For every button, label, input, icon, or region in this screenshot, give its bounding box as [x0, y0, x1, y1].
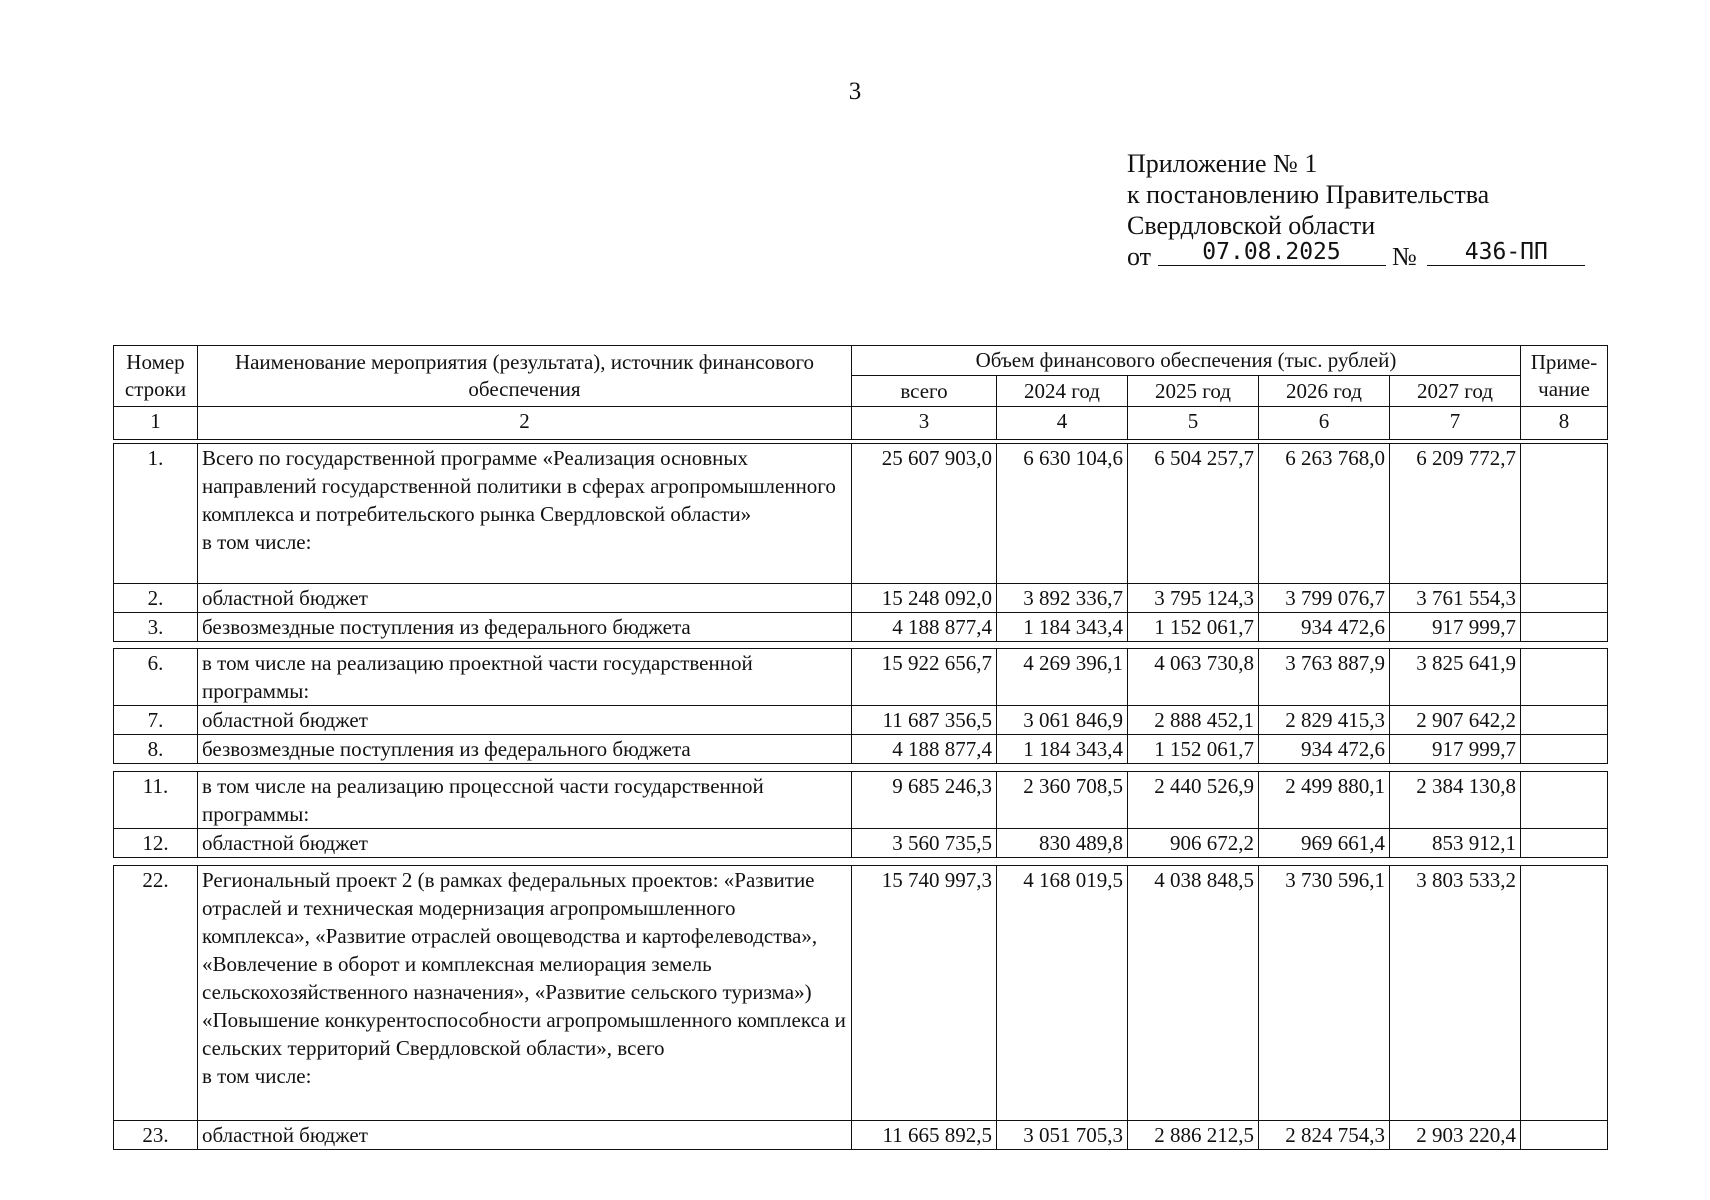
header-note: Приме-чание: [1521, 346, 1608, 407]
row-y2027-cell: 2 384 130,8: [1390, 772, 1521, 829]
row-y2025-cell: 2 886 212,5: [1128, 1121, 1259, 1150]
table-row: [114, 584, 1608, 613]
row-note-cell: [1521, 1121, 1608, 1150]
row-note-cell: [1521, 772, 1608, 829]
row-number-cell: 8.: [114, 735, 198, 764]
row-number-cell: 1.: [114, 444, 198, 584]
column-number: 1: [114, 407, 198, 440]
row-name-text: безвозмездные поступления из федерального бюджета: [202, 615, 691, 639]
row-name-cell: [198, 829, 852, 858]
appendix-line-2: к постановлению Правительства: [1127, 180, 1490, 209]
row-number-cell: 22.: [114, 866, 198, 1121]
row-total-cell: 15 248 092,0: [852, 584, 997, 613]
row-y2026-cell: 2 499 880,1: [1259, 772, 1390, 829]
number-prefix: №: [1392, 242, 1417, 271]
row-y2027-cell: 917 999,7: [1390, 735, 1521, 764]
row-y2024-cell: 4 168 019,5: [997, 866, 1128, 1121]
row-y2026-cell: 3 763 887,9: [1259, 649, 1390, 706]
row-name-text: в том числе на реализацию процессной части государственной программы:: [202, 774, 764, 826]
header-total: всего: [852, 376, 997, 407]
table-row: [114, 866, 1608, 1121]
row-total-cell: 3 560 735,5: [852, 829, 997, 858]
row-sub-text: в том числе:: [202, 530, 312, 554]
table-row: [114, 649, 1608, 706]
column-number: 7: [1390, 407, 1521, 440]
row-y2024-cell: 2 360 708,5: [997, 772, 1128, 829]
row-y2025-cell: 1 152 061,7: [1128, 735, 1259, 764]
row-y2024-cell: 1 184 343,4: [997, 613, 1128, 642]
row-y2026-cell: 934 472,6: [1259, 735, 1390, 764]
row-total-cell: 4 188 877,4: [852, 735, 997, 764]
row-note-cell: [1521, 735, 1608, 764]
row-name-text: в том числе на реализацию проектной части государственной программы:: [202, 651, 753, 703]
row-sub-text: в том числе:: [202, 1064, 312, 1088]
appendix-date-line: [1127, 241, 1585, 272]
row-y2027-cell: 3 761 554,3: [1390, 584, 1521, 613]
header-year-2025: 2025 год: [1128, 376, 1259, 407]
row-name-text: областной бюджет: [202, 1123, 368, 1147]
row-y2024-cell: 830 489,8: [997, 829, 1128, 858]
table-row: [114, 772, 1608, 829]
row-note-cell: [1521, 444, 1608, 584]
row-y2025-cell: 3 795 124,3: [1128, 584, 1259, 613]
table-row: [114, 829, 1608, 858]
row-y2027-cell: 917 999,7: [1390, 613, 1521, 642]
column-number: 2: [198, 407, 852, 440]
header-row-number: Номер строки: [114, 346, 198, 407]
row-note-cell: [1521, 584, 1608, 613]
table-row: [114, 613, 1608, 642]
row-y2027-cell: 2 903 220,4: [1390, 1121, 1521, 1150]
column-number: 4: [997, 407, 1128, 440]
row-y2025-cell: 4 038 848,5: [1128, 866, 1259, 1121]
row-y2026-cell: 2 829 415,3: [1259, 706, 1390, 735]
row-name-cell: [198, 1121, 852, 1150]
row-name-cell: [198, 735, 852, 764]
table-group: [113, 771, 1608, 858]
page-number: 3: [848, 78, 862, 105]
column-number: 5: [1128, 407, 1259, 440]
header-year-2024: 2024 год: [997, 376, 1128, 407]
row-number-cell: 12.: [114, 829, 198, 858]
row-note-cell: [1521, 706, 1608, 735]
row-name-text: безвозмездные поступления из федерального бюджета: [202, 737, 691, 761]
header-year-2026: 2026 год: [1259, 376, 1390, 407]
row-total-cell: 11 687 356,5: [852, 706, 997, 735]
date-prefix: от: [1127, 242, 1152, 271]
row-y2027-cell: 3 825 641,9: [1390, 649, 1521, 706]
appendix-line-3: Свердловской области: [1127, 211, 1376, 240]
row-number-cell: 6.: [114, 649, 198, 706]
appendix-header: [1127, 148, 1585, 272]
row-number-cell: 11.: [114, 772, 198, 829]
row-y2026-cell: 3 730 596,1: [1259, 866, 1390, 1121]
row-name-text: Всего по государственной программе «Реализация основных направлений государственной политики в сферах агропромышленного комплекса и потребительского рынка Свердловской области»: [202, 446, 836, 526]
table-row: [114, 1121, 1608, 1150]
row-y2025-cell: 2 888 452,1: [1128, 706, 1259, 735]
row-name-text: Региональный проект 2 (в рамках федеральных проектов: «Развитие отраслей и техническая модернизация агропромышленного комплекса», «Развитие отраслей овощеводства и картофелеводства», «Вовлечение в оборот и комплексная мелиорация земель сельскохозяйственного назначения», «Развитие сельского туризма») «Повышение конкурентоспособности агропромышленного комплекса и сельских территорий Свердловской области», всего: [202, 868, 846, 1060]
row-y2027-cell: 3 803 533,2: [1390, 866, 1521, 1121]
column-number: 8: [1521, 407, 1608, 440]
row-y2025-cell: 1 152 061,7: [1128, 613, 1259, 642]
row-number-cell: 3.: [114, 613, 198, 642]
row-y2024-cell: 4 269 396,1: [997, 649, 1128, 706]
row-name-cell: [198, 706, 852, 735]
header-year-2027: 2027 год: [1390, 376, 1521, 407]
row-y2026-cell: 3 799 076,7: [1259, 584, 1390, 613]
row-note-cell: [1521, 649, 1608, 706]
column-number: 3: [852, 407, 997, 440]
row-name-cell: [198, 866, 852, 1121]
row-y2024-cell: 1 184 343,4: [997, 735, 1128, 764]
row-y2026-cell: 969 661,4: [1259, 829, 1390, 858]
row-note-cell: [1521, 829, 1608, 858]
row-name-cell: [198, 649, 852, 706]
table-group: [113, 443, 1608, 642]
row-name-cell: [198, 772, 852, 829]
appendix-title: Приложение № 1: [1127, 149, 1318, 178]
row-number-cell: 2.: [114, 584, 198, 613]
document-date: 07.08.2025: [1158, 239, 1386, 266]
row-total-cell: 25 607 903,0: [852, 444, 997, 584]
row-name-text: областной бюджет: [202, 586, 368, 610]
table-row: [114, 735, 1608, 764]
row-name-text: областной бюджет: [202, 831, 368, 855]
row-y2025-cell: 6 504 257,7: [1128, 444, 1259, 584]
table-row: [114, 444, 1608, 584]
row-name-text: областной бюджет: [202, 708, 368, 732]
row-y2024-cell: 3 051 705,3: [997, 1121, 1128, 1150]
header-volume: Объем финансового обеспечения (тыс. рублей): [852, 346, 1521, 376]
row-name-cell: [198, 613, 852, 642]
row-total-cell: 15 740 997,3: [852, 866, 997, 1121]
row-y2026-cell: 6 263 768,0: [1259, 444, 1390, 584]
row-y2027-cell: 6 209 772,7: [1390, 444, 1521, 584]
row-y2026-cell: 2 824 754,3: [1259, 1121, 1390, 1150]
row-y2024-cell: 3 892 336,7: [997, 584, 1128, 613]
row-y2025-cell: 4 063 730,8: [1128, 649, 1259, 706]
document-number: 436-ПП: [1427, 239, 1585, 266]
table-row: [114, 706, 1608, 735]
row-number-cell: 23.: [114, 1121, 198, 1150]
row-y2025-cell: 2 440 526,9: [1128, 772, 1259, 829]
row-number-cell: 7.: [114, 706, 198, 735]
row-y2027-cell: 853 912,1: [1390, 829, 1521, 858]
row-y2025-cell: 906 672,2: [1128, 829, 1259, 858]
row-total-cell: 11 665 892,5: [852, 1121, 997, 1150]
column-number: 6: [1259, 407, 1390, 440]
header-name: Наименование мероприятия (результата), источник финансового обеспечения: [198, 346, 852, 407]
table-group: [113, 865, 1608, 1150]
table-group: [113, 648, 1608, 764]
row-total-cell: 4 188 877,4: [852, 613, 997, 642]
row-total-cell: 9 685 246,3: [852, 772, 997, 829]
row-total-cell: 15 922 656,7: [852, 649, 997, 706]
row-note-cell: [1521, 866, 1608, 1121]
row-y2026-cell: 934 472,6: [1259, 613, 1390, 642]
row-name-cell: [198, 444, 852, 584]
row-note-cell: [1521, 613, 1608, 642]
financing-table-header: [113, 345, 1608, 440]
row-y2024-cell: 6 630 104,6: [997, 444, 1128, 584]
row-y2024-cell: 3 061 846,9: [997, 706, 1128, 735]
row-name-cell: [198, 584, 852, 613]
row-y2027-cell: 2 907 642,2: [1390, 706, 1521, 735]
